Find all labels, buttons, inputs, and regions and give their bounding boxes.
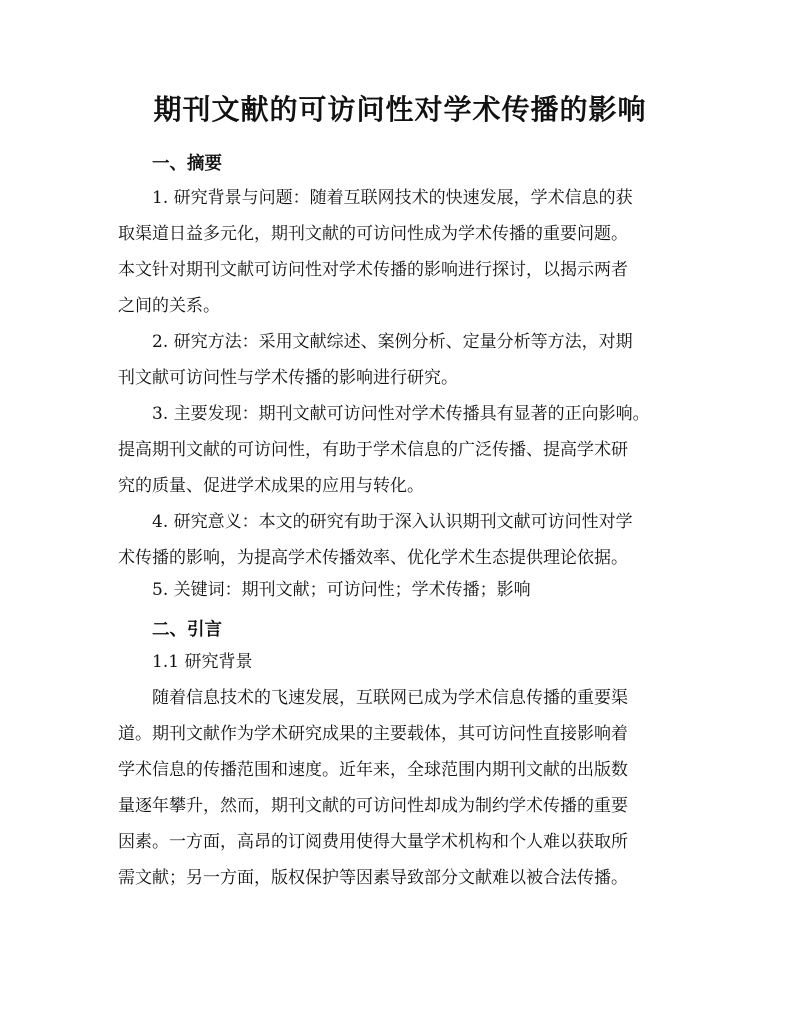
text-line: 随着信息技术的飞速发展，互联网已成为学术信息传播的重要渠 xyxy=(152,688,628,708)
text-line: 需文献；另一方面，版权保护等因素导致部分文献难以被合法传播。 xyxy=(118,868,628,888)
text-line: 1. 研究背景与问题：随着互联网技术的快速发展，学术信息的获 xyxy=(152,188,633,208)
text-line: 3. 主要发现：期刊文献可访问性对学术传播具有显著的正向影响。 xyxy=(152,404,650,424)
text-line: 4. 研究意义：本文的研究有助于深入认识期刊文献可访问性对学 xyxy=(152,512,633,532)
text-line: 道。期刊文献作为学术研究成果的主要载体，其可访问性直接影响着 xyxy=(118,724,628,744)
text-line: 之间的关系。 xyxy=(118,296,220,316)
text-line: 刊文献可访问性与学术传播的影响进行研究。 xyxy=(118,368,458,388)
section-heading-introduction: 二、引言 xyxy=(152,620,222,640)
text-line: 因素。一方面，高昂的订阅费用使得大量学术机构和个人难以获取所 xyxy=(118,832,628,852)
text-line: 本文针对期刊文献可访问性对学术传播的影响进行探讨，以揭示两者 xyxy=(118,260,628,280)
text-line: 2. 研究方法：采用文献综述、案例分析、定量分析等方法，对期 xyxy=(152,332,633,352)
text-line: 究的质量、促进学术成果的应用与转化。 xyxy=(118,476,424,496)
section-heading-abstract: 一、摘要 xyxy=(152,154,222,174)
document-title: 期刊文献的可访问性对学术传播的影响 xyxy=(153,93,647,126)
text-line: 提高期刊文献的可访问性，有助于学术信息的广泛传播、提高学术研 xyxy=(118,440,628,460)
text-line: 量逐年攀升，然而，期刊文献的可访问性却成为制约学术传播的重要 xyxy=(118,796,628,816)
text-line: 学术信息的传播范围和速度。近年来，全球范围内期刊文献的出版数 xyxy=(118,760,628,780)
subsection-heading: 1.1 研究背景 xyxy=(152,652,253,672)
text-line: 5. 关键词：期刊文献；可访问性；学术传播；影响 xyxy=(152,580,531,600)
text-line: 取渠道日益多元化，期刊文献的可访问性成为学术传播的重要问题。 xyxy=(118,224,628,244)
text-line: 术传播的影响，为提高学术传播效率、优化学术生态提供理论依据。 xyxy=(118,548,628,568)
